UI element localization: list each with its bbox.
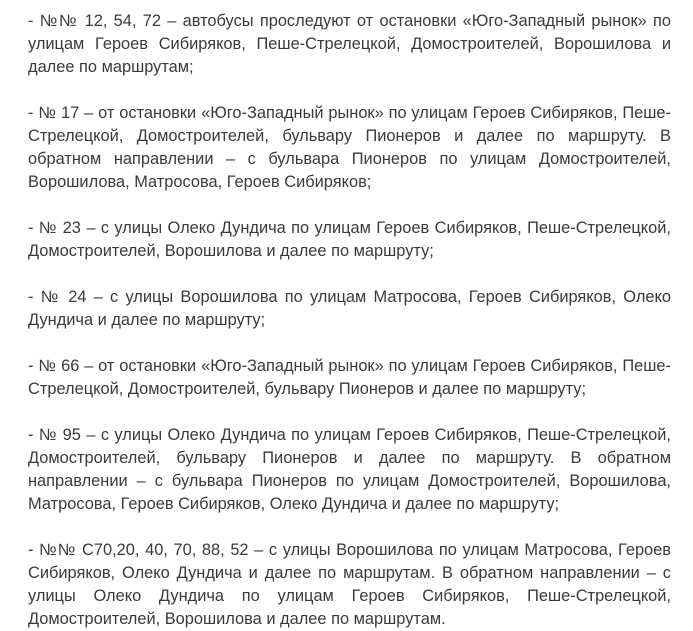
route-paragraph-c70-group: - №№ С70,20, 40, 70, 88, 52 – с улицы Ворошилова по улицам Матросова, Героев Сибиряков, Олеко Дундича и далее по маршрутам. В обратном направлении – с улицы Олеко Дундича по улицам Героев Сибиряков, Пеше-Стрелецкой, Домостроителей, Ворошилова и далее по маршрутам.: [28, 541, 671, 628]
route-paragraph-95: - № 95 – с улицы Олеко Дундича по улицам Героев Сибиряков, Пеше-Стрелецкой, Домостроителей, бульвару Пионеров и далее по маршруту. В обратном направлении – с бульвара Пионеров по улицам Домостроителей, Ворошилова, Матросова, Героев Сибиряков, Олеко Дундича и далее по маршруту;: [28, 426, 671, 513]
route-paragraph-24: - № 24 – с улицы Ворошилова по улицам Матросова, Героев Сибиряков, Олеко Дундича и далее по маршруту;: [28, 288, 671, 329]
route-paragraph-17: - № 17 – от остановки «Юго-Западный рынок» по улицам Героев Сибиряков, Пеше-Стрелецкой, Домостроителей, бульвару Пионеров и далее по маршруту. В обратном направлении – с бульвара Пионеров по улицам Домостроителей, Ворошилова, Матросова, Героев Сибиряков;: [28, 104, 671, 191]
route-paragraph-12-54-72: - №№ 12, 54, 72 – автобусы проследуют от остановки «Юго-Западный рынок» по улицам Героев Сибиряков, Пеше-Стрелецкой, Домостроителей, Ворошилова и далее по маршрутам;: [28, 12, 671, 76]
route-paragraph-66: - № 66 – от остановки «Юго-Западный рынок» по улицам Героев Сибиряков, Пеше-Стрелецкой, Домостроителей, бульвару Пионеров и далее по маршруту;: [28, 357, 671, 398]
route-paragraph-23: - № 23 – с улицы Олеко Дундича по улицам Героев Сибиряков, Пеше-Стрелецкой, Домостроителей, Ворошилова и далее по маршруту;: [28, 219, 671, 260]
